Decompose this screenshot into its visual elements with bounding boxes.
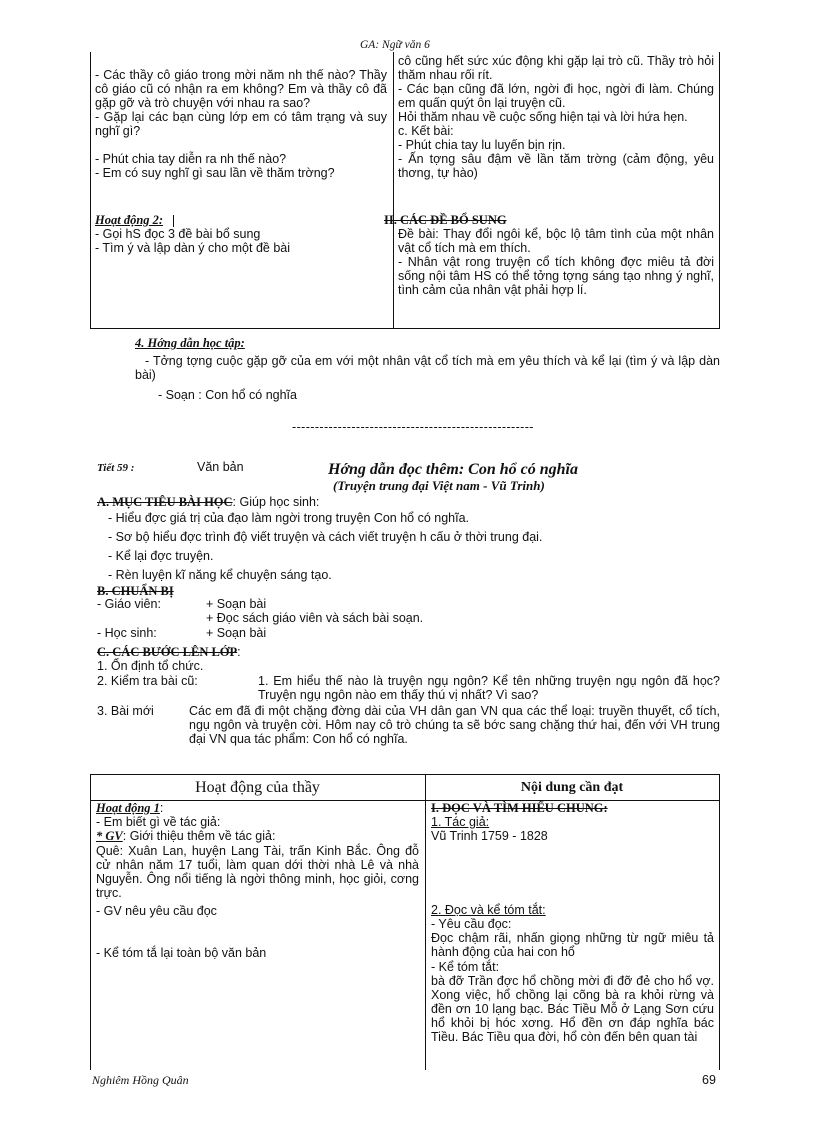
section1-label: I. ĐỌC VÀ TÌM HIỂU CHUNG: xyxy=(431,801,608,815)
t1-right-line: c. Kết bài: xyxy=(398,124,454,138)
homework-item: - Soạn : Con hổ có nghĩa xyxy=(158,388,297,402)
section-a-item: - Sơ bộ hiểu đợc trình độ viết truyện và cách viết truyện h cấu ở thời trung đại. xyxy=(108,530,543,544)
section-c-label: C. CÁC BƯỚC LÊN LỚP xyxy=(97,645,238,659)
step-2-label: 2. Kiểm tra bài cũ: xyxy=(97,674,198,688)
t1-right-line: cô cũng hết sức xúc động khi gặp lại trò cũ. Thầy trò hỏi thăm nhau rối rít. xyxy=(398,54,714,82)
section-c-heading xyxy=(97,645,241,659)
section-a-item: - Rèn luyện kĩ năng kể chuyện sáng tạo. xyxy=(108,568,332,582)
page-header: GA: Ngữ văn 6 xyxy=(360,39,430,51)
t2-left-line: - GV nêu yêu cầu đọc xyxy=(96,904,217,918)
activity1-colon: : xyxy=(159,801,164,815)
t1-left-line: - Gọi hS đọc 3 đề bài bổ sung xyxy=(95,227,261,241)
section2-label-text: II. CÁC ĐỀ BỔ SUNG xyxy=(384,213,507,227)
lesson-type: Văn bản xyxy=(197,460,244,474)
t1-right-line: - Các bạn cũng đã lớn, ngời đi học, ngời đi làm. Chúng em quấn quýt ôn lại truyện cũ. xyxy=(398,82,714,110)
table2-head-right: Nội dung cần đạt xyxy=(520,780,624,795)
activity1-heading xyxy=(96,801,163,815)
student-item: + Soạn bài xyxy=(206,626,267,640)
t1-right-line: - Phút chia tay lu luyến bịn rịn. xyxy=(398,138,566,152)
table2-mid-border xyxy=(425,774,426,1070)
author-text: Vũ Trinh 1759 - 1828 xyxy=(431,829,548,843)
gv-label: * GV xyxy=(96,829,123,843)
table2-right-border xyxy=(719,774,720,1070)
step-1: 1. Ổn định tổ chức. xyxy=(97,659,204,673)
req-label: - Yêu cầu đọc: xyxy=(431,917,512,931)
section2-content xyxy=(398,227,714,297)
t1-left-line: - Gặp lại các bạn cùng lớp em có tâm trạng và suy nghĩ gì? xyxy=(95,110,387,138)
lesson-period: Tiết 59 : xyxy=(97,462,135,474)
gv-text: : Giới thiệu thêm về tác giả: xyxy=(122,829,276,843)
separator-dashes: ----------------------------------------------------- xyxy=(292,420,534,434)
table1-left-border xyxy=(90,52,91,328)
activity2-label: Hoạt động 2: xyxy=(95,213,164,227)
gv-line xyxy=(96,829,275,843)
step-3-label: 3. Bài mới xyxy=(97,704,154,718)
t1-right-line: - Ấn tợng sâu đậm về lần tăm trờng (cảm động, yêu thơng, tự hào) xyxy=(398,152,714,180)
table2-head-left: Hoạt động của thầy xyxy=(195,779,320,796)
page-number: 69 xyxy=(702,1073,716,1087)
teacher-item: + Đọc sách giáo viên và sách bài soạn. xyxy=(206,611,424,625)
section-a-item: - Hiểu đợc giá trị của đạo làm ngời trong truyện Con hổ có nghĩa. xyxy=(108,511,470,525)
t2-left-line: - Em biết gì về tác giả: xyxy=(96,815,221,829)
t1-left-line: - Em có suy nghĩ gì sau lần về thăm trờng? xyxy=(95,166,335,180)
section-a-heading xyxy=(97,495,319,509)
t1-left-line: - Các thầy cô giáo trong mời năm nh thế nào? Thầy cô giáo cũ có nhận ra em không? Em và thầy cô đã gặp gỡ và trò chuyện với nhau ra sao? xyxy=(95,68,387,110)
activity2-heading xyxy=(95,213,174,227)
activity1-label: Hoạt động 1 xyxy=(96,801,160,815)
footer-author: Nghiêm Hồng Quân xyxy=(92,1073,189,1087)
step-3-text: Các em đã đi một chặng đờng dài của VH dân gan VN qua các thể loại: truyền thuyết, cổ tích, ngụ ngôn và truyện cời. Hôm nay cô trò chúng ta sẽ bớc sang chặng thứ hai, đến với VH trung đại VN qua tác phẩm: Con hổ có nghĩa. xyxy=(189,704,720,746)
section-a-intro: : Giúp học sinh: xyxy=(232,495,320,509)
req-text: Đọc chậm rãi, nhấn giọng những từ ngữ miêu tả hành động của hai con hổ xyxy=(431,931,714,959)
lesson-title: Hớng dẫn đọc thêm: Con hổ có nghĩa xyxy=(328,461,578,478)
summary-text: bà đỡ Trần đợc hổ chồng mời đi đỡ đẻ cho hổ vợ. Xong việc, hổ chồng lại cõng bà ra khỏi rừng và đền ơn 10 lạng bạc. Bác Tiều Mỗ ở Lạng Sơn cứu hổ khỏi bị hóc xơng. Hổ đền ơn đáp nghĩa bác Tiều. Bác Tiều qua đời, hổ còn đến bên quan tài xyxy=(431,974,714,1044)
table1-right-cell xyxy=(398,54,714,180)
homework-heading: 4. Hớng dẫn học tập: xyxy=(135,336,245,350)
section-a-label: A. MỤC TIÊU BÀI HỌC xyxy=(97,495,233,509)
activity2-list xyxy=(95,227,387,255)
table1-bottom-border xyxy=(90,328,720,329)
section2-label xyxy=(384,213,507,227)
section-a-item: - Kể lại đợc truyện. xyxy=(108,549,214,563)
homework-item-text: - Tởng tợng cuộc gặp gỡ của em với một nhân vật cổ tích mà em yêu thích và kể lại (tìm ý và lập dàn bài) xyxy=(135,354,720,382)
step-2-text: 1. Em hiểu thế nào là truyện ngụ ngôn? Kể tên những truyện ngụ ngôn đã học? Truyện ngụ ngôn nào em thấy thú vị nhất? Vì sao? xyxy=(258,674,720,702)
t1-right-line: - Nhân vật rong truyện cổ tích không đợc miêu tả đời sống nội tâm HS có thể tởng tợng sáng tạo nhng ý nghĩ, tình cảm của nhân vật phải hợp lí. xyxy=(398,255,714,297)
author-bio: Quê: Xuân Lan, huyện Lang Tài, trấn Kinh Bắc. Ông đỗ cử nhân năm 17 tuổi, làm quan dới thời nhà Lê và nhà Nguyễn. Ông nổi tiếng là ngời thông minh, học giỏi, cơng trực. xyxy=(96,844,419,900)
table2-top-border xyxy=(90,774,720,775)
teacher-label: - Giáo viên: xyxy=(97,597,161,611)
t1-left-line: - Phút chia tay diễn ra nh thế nào? xyxy=(95,152,287,166)
table1-right-border xyxy=(719,52,720,328)
author-label: 1. Tác giả: xyxy=(431,815,490,829)
table1-left-cell xyxy=(95,68,387,180)
read-label: 2. Đọc và kể tóm tắt: xyxy=(431,903,546,917)
table2-header-border xyxy=(90,800,720,801)
t2-left-line: - Kể tóm tắ lại toàn bộ văn bản xyxy=(96,946,267,960)
t1-right-line: Hỏi thăm nhau về cuộc sống hiện tại và lời hứa hẹn. xyxy=(398,110,688,124)
lesson-subtitle: (Truyện trung đại Việt nam - Vũ Trinh) xyxy=(333,478,545,493)
summary-label: - Kể tóm tắt: xyxy=(431,960,500,974)
section-b-heading: B. CHUẨN BỊ xyxy=(97,584,174,598)
teacher-item: + Soạn bài xyxy=(206,597,267,611)
t1-right-line: Đề bài: Thay đổi ngôi kể, bộc lộ tâm tình của một nhân vật cổ tích mà em thích. xyxy=(398,227,714,255)
student-label: - Học sinh: xyxy=(97,626,157,640)
section-c-colon: : xyxy=(237,645,241,659)
table2-left-border xyxy=(90,774,91,1070)
text-cursor xyxy=(173,215,174,227)
t1-left-line: - Tìm ý và lập dàn ý cho một đề bài xyxy=(95,241,291,255)
table1-mid-border xyxy=(393,52,394,328)
homework-item xyxy=(135,354,720,382)
